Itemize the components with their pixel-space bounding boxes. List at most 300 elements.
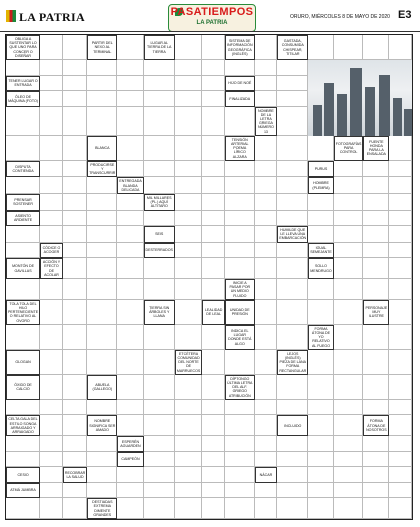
answer-cell[interactable] xyxy=(6,325,40,350)
answer-cell[interactable] xyxy=(389,226,412,243)
answer-cell[interactable] xyxy=(334,226,364,243)
answer-cell[interactable] xyxy=(334,211,364,227)
answer-cell[interactable] xyxy=(255,350,278,375)
answer-cell[interactable] xyxy=(117,350,143,375)
answer-cell[interactable] xyxy=(175,415,202,436)
answer-cell[interactable] xyxy=(308,400,334,416)
answer-cell[interactable] xyxy=(87,177,117,194)
answer-cell[interactable] xyxy=(144,211,175,227)
answer-cell[interactable] xyxy=(40,300,63,325)
answer-cell[interactable] xyxy=(87,211,117,227)
answer-cell[interactable] xyxy=(308,483,334,499)
answer-cell[interactable] xyxy=(255,483,278,499)
answer-cell[interactable] xyxy=(308,467,334,483)
answer-cell[interactable] xyxy=(225,60,255,76)
answer-cell[interactable] xyxy=(144,76,175,92)
answer-cell[interactable] xyxy=(202,194,225,211)
answer-cell[interactable] xyxy=(202,483,225,499)
answer-cell[interactable] xyxy=(144,400,175,416)
answer-cell[interactable] xyxy=(117,325,143,350)
answer-cell[interactable] xyxy=(117,211,143,227)
answer-cell[interactable] xyxy=(225,436,255,452)
answer-cell[interactable] xyxy=(202,375,225,400)
answer-cell[interactable] xyxy=(117,400,143,416)
answer-cell[interactable] xyxy=(87,400,117,416)
answer-cell[interactable] xyxy=(389,415,412,436)
answer-cell[interactable] xyxy=(144,258,175,279)
answer-cell[interactable] xyxy=(87,60,117,76)
answer-cell[interactable] xyxy=(144,498,175,519)
answer-cell[interactable] xyxy=(308,350,334,375)
answer-cell[interactable] xyxy=(225,243,255,259)
answer-cell[interactable] xyxy=(277,325,308,350)
answer-cell[interactable] xyxy=(202,161,225,178)
answer-cell[interactable] xyxy=(363,452,389,468)
answer-cell[interactable] xyxy=(87,194,117,211)
answer-cell[interactable] xyxy=(40,107,63,136)
answer-cell[interactable] xyxy=(255,161,278,178)
answer-cell[interactable] xyxy=(175,325,202,350)
answer-cell[interactable] xyxy=(389,498,412,519)
answer-cell[interactable] xyxy=(255,375,278,400)
answer-cell[interactable] xyxy=(87,258,117,279)
answer-cell[interactable] xyxy=(144,279,175,300)
answer-cell[interactable] xyxy=(225,194,255,211)
answer-cell[interactable] xyxy=(175,452,202,468)
answer-cell[interactable] xyxy=(308,35,334,60)
answer-cell[interactable] xyxy=(6,498,40,519)
answer-cell[interactable] xyxy=(40,436,63,452)
answer-cell[interactable] xyxy=(255,211,278,227)
answer-cell[interactable] xyxy=(40,136,63,161)
answer-cell[interactable] xyxy=(117,91,143,107)
answer-cell[interactable] xyxy=(6,177,40,194)
answer-cell[interactable] xyxy=(334,375,364,400)
answer-cell[interactable] xyxy=(308,194,334,211)
answer-cell[interactable] xyxy=(175,107,202,136)
answer-cell[interactable] xyxy=(363,436,389,452)
answer-cell[interactable] xyxy=(202,60,225,76)
answer-cell[interactable] xyxy=(202,415,225,436)
answer-cell[interactable] xyxy=(175,400,202,416)
answer-cell[interactable] xyxy=(202,243,225,259)
answer-cell[interactable] xyxy=(63,350,87,375)
answer-cell[interactable] xyxy=(225,452,255,468)
answer-cell[interactable] xyxy=(144,325,175,350)
answer-cell[interactable] xyxy=(255,60,278,76)
answer-cell[interactable] xyxy=(334,243,364,259)
answer-cell[interactable] xyxy=(255,325,278,350)
answer-cell[interactable] xyxy=(87,483,117,499)
answer-cell[interactable] xyxy=(40,498,63,519)
answer-cell[interactable] xyxy=(144,467,175,483)
answer-cell[interactable] xyxy=(202,436,225,452)
answer-cell[interactable] xyxy=(389,161,412,178)
answer-cell[interactable] xyxy=(87,279,117,300)
answer-cell[interactable] xyxy=(389,211,412,227)
answer-cell[interactable] xyxy=(40,279,63,300)
answer-cell[interactable] xyxy=(277,177,308,194)
answer-cell[interactable] xyxy=(175,483,202,499)
answer-cell[interactable] xyxy=(334,452,364,468)
answer-cell[interactable] xyxy=(277,375,308,400)
answer-cell[interactable] xyxy=(63,400,87,416)
answer-cell[interactable] xyxy=(6,136,40,161)
answer-cell[interactable] xyxy=(40,177,63,194)
answer-cell[interactable] xyxy=(6,279,40,300)
answer-cell[interactable] xyxy=(87,300,117,325)
answer-cell[interactable] xyxy=(144,91,175,107)
answer-cell[interactable] xyxy=(63,194,87,211)
answer-cell[interactable] xyxy=(63,226,87,243)
answer-cell[interactable] xyxy=(117,60,143,76)
answer-cell[interactable] xyxy=(175,279,202,300)
answer-cell[interactable] xyxy=(40,60,63,76)
answer-cell[interactable] xyxy=(175,211,202,227)
answer-cell[interactable] xyxy=(225,415,255,436)
answer-cell[interactable] xyxy=(255,91,278,107)
answer-cell[interactable] xyxy=(277,467,308,483)
answer-cell[interactable] xyxy=(202,258,225,279)
answer-cell[interactable] xyxy=(40,161,63,178)
answer-cell[interactable] xyxy=(63,107,87,136)
answer-cell[interactable] xyxy=(277,107,308,136)
answer-cell[interactable] xyxy=(363,226,389,243)
answer-cell[interactable] xyxy=(363,467,389,483)
answer-cell[interactable] xyxy=(144,483,175,499)
answer-cell[interactable] xyxy=(6,400,40,416)
answer-cell[interactable] xyxy=(363,400,389,416)
answer-cell[interactable] xyxy=(334,436,364,452)
answer-cell[interactable] xyxy=(175,76,202,92)
answer-cell[interactable] xyxy=(202,325,225,350)
answer-cell[interactable] xyxy=(255,258,278,279)
answer-cell[interactable] xyxy=(6,243,40,259)
answer-cell[interactable] xyxy=(175,498,202,519)
answer-cell[interactable] xyxy=(334,498,364,519)
answer-cell[interactable] xyxy=(225,498,255,519)
answer-cell[interactable] xyxy=(389,243,412,259)
answer-cell[interactable] xyxy=(117,279,143,300)
answer-cell[interactable] xyxy=(255,436,278,452)
answer-cell[interactable] xyxy=(334,161,364,178)
answer-cell[interactable] xyxy=(40,211,63,227)
answer-cell[interactable] xyxy=(255,415,278,436)
answer-cell[interactable] xyxy=(144,161,175,178)
answer-cell[interactable] xyxy=(6,60,40,76)
answer-cell[interactable] xyxy=(255,452,278,468)
answer-cell[interactable] xyxy=(63,161,87,178)
answer-cell[interactable] xyxy=(389,483,412,499)
answer-cell[interactable] xyxy=(308,498,334,519)
answer-cell[interactable] xyxy=(202,226,225,243)
answer-cell[interactable] xyxy=(87,350,117,375)
answer-cell[interactable] xyxy=(63,76,87,92)
answer-cell[interactable] xyxy=(87,226,117,243)
answer-cell[interactable] xyxy=(277,498,308,519)
answer-cell[interactable] xyxy=(63,498,87,519)
answer-cell[interactable] xyxy=(117,258,143,279)
answer-cell[interactable] xyxy=(144,107,175,136)
answer-cell[interactable] xyxy=(144,177,175,194)
answer-cell[interactable] xyxy=(63,483,87,499)
answer-cell[interactable] xyxy=(334,194,364,211)
answer-cell[interactable] xyxy=(40,350,63,375)
answer-cell[interactable] xyxy=(63,177,87,194)
answer-cell[interactable] xyxy=(363,325,389,350)
answer-cell[interactable] xyxy=(202,76,225,92)
answer-cell[interactable] xyxy=(63,325,87,350)
answer-cell[interactable] xyxy=(63,243,87,259)
answer-cell[interactable] xyxy=(40,452,63,468)
answer-cell[interactable] xyxy=(225,107,255,136)
answer-cell[interactable] xyxy=(225,483,255,499)
answer-cell[interactable] xyxy=(40,415,63,436)
answer-cell[interactable] xyxy=(363,483,389,499)
answer-cell[interactable] xyxy=(144,350,175,375)
answer-cell[interactable] xyxy=(225,177,255,194)
answer-cell[interactable] xyxy=(334,300,364,325)
answer-cell[interactable] xyxy=(117,226,143,243)
answer-cell[interactable] xyxy=(117,76,143,92)
answer-cell[interactable] xyxy=(255,177,278,194)
answer-cell[interactable] xyxy=(40,76,63,92)
answer-cell[interactable] xyxy=(255,498,278,519)
answer-cell[interactable] xyxy=(363,258,389,279)
answer-cell[interactable] xyxy=(63,211,87,227)
answer-cell[interactable] xyxy=(117,107,143,136)
answer-cell[interactable] xyxy=(363,35,389,60)
answer-cell[interactable] xyxy=(334,483,364,499)
answer-cell[interactable] xyxy=(225,400,255,416)
answer-cell[interactable] xyxy=(225,211,255,227)
answer-cell[interactable] xyxy=(277,243,308,259)
answer-cell[interactable] xyxy=(40,483,63,499)
answer-cell[interactable] xyxy=(40,226,63,243)
answer-cell[interactable] xyxy=(389,300,412,325)
answer-cell[interactable] xyxy=(277,300,308,325)
answer-cell[interactable] xyxy=(202,452,225,468)
answer-cell[interactable] xyxy=(175,300,202,325)
answer-cell[interactable] xyxy=(277,279,308,300)
answer-cell[interactable] xyxy=(334,350,364,375)
answer-cell[interactable] xyxy=(63,35,87,60)
answer-cell[interactable] xyxy=(6,436,40,452)
answer-cell[interactable] xyxy=(389,177,412,194)
answer-cell[interactable] xyxy=(277,483,308,499)
answer-cell[interactable] xyxy=(117,35,143,60)
answer-cell[interactable] xyxy=(308,415,334,436)
answer-cell[interactable] xyxy=(308,226,334,243)
answer-cell[interactable] xyxy=(334,415,364,436)
answer-cell[interactable] xyxy=(334,279,364,300)
answer-cell[interactable] xyxy=(202,211,225,227)
answer-cell[interactable] xyxy=(63,279,87,300)
answer-cell[interactable] xyxy=(144,60,175,76)
answer-cell[interactable] xyxy=(202,400,225,416)
answer-cell[interactable] xyxy=(308,300,334,325)
answer-cell[interactable] xyxy=(202,498,225,519)
answer-cell[interactable] xyxy=(363,498,389,519)
answer-cell[interactable] xyxy=(202,177,225,194)
answer-cell[interactable] xyxy=(63,91,87,107)
answer-cell[interactable] xyxy=(308,375,334,400)
answer-cell[interactable] xyxy=(117,375,143,400)
answer-cell[interactable] xyxy=(389,136,412,161)
answer-cell[interactable] xyxy=(144,375,175,400)
answer-cell[interactable] xyxy=(277,258,308,279)
answer-cell[interactable] xyxy=(255,35,278,60)
answer-cell[interactable] xyxy=(117,194,143,211)
answer-cell[interactable] xyxy=(63,136,87,161)
answer-cell[interactable] xyxy=(40,375,63,400)
answer-cell[interactable] xyxy=(6,452,40,468)
answer-cell[interactable] xyxy=(87,243,117,259)
answer-cell[interactable] xyxy=(255,226,278,243)
answer-cell[interactable] xyxy=(363,375,389,400)
answer-cell[interactable] xyxy=(255,136,278,161)
answer-cell[interactable] xyxy=(175,226,202,243)
answer-cell[interactable] xyxy=(363,211,389,227)
answer-cell[interactable] xyxy=(144,436,175,452)
answer-cell[interactable] xyxy=(389,400,412,416)
answer-cell[interactable] xyxy=(277,211,308,227)
answer-cell[interactable] xyxy=(175,436,202,452)
answer-cell[interactable] xyxy=(87,107,117,136)
answer-cell[interactable] xyxy=(40,325,63,350)
answer-cell[interactable] xyxy=(87,436,117,452)
answer-cell[interactable] xyxy=(255,243,278,259)
answer-cell[interactable] xyxy=(255,400,278,416)
answer-cell[interactable] xyxy=(389,35,412,60)
answer-cell[interactable] xyxy=(6,226,40,243)
answer-cell[interactable] xyxy=(389,279,412,300)
answer-cell[interactable] xyxy=(255,279,278,300)
answer-cell[interactable] xyxy=(63,436,87,452)
answer-cell[interactable] xyxy=(308,436,334,452)
answer-cell[interactable] xyxy=(255,300,278,325)
answer-cell[interactable] xyxy=(117,243,143,259)
answer-cell[interactable] xyxy=(363,350,389,375)
answer-cell[interactable] xyxy=(175,161,202,178)
answer-cell[interactable] xyxy=(40,91,63,107)
answer-cell[interactable] xyxy=(277,136,308,161)
answer-cell[interactable] xyxy=(334,400,364,416)
answer-cell[interactable] xyxy=(175,375,202,400)
answer-cell[interactable] xyxy=(225,226,255,243)
answer-cell[interactable] xyxy=(389,258,412,279)
answer-cell[interactable] xyxy=(87,76,117,92)
answer-cell[interactable] xyxy=(63,300,87,325)
answer-cell[interactable] xyxy=(202,350,225,375)
answer-cell[interactable] xyxy=(225,258,255,279)
answer-cell[interactable] xyxy=(63,375,87,400)
answer-cell[interactable] xyxy=(334,177,364,194)
answer-cell[interactable] xyxy=(175,91,202,107)
answer-cell[interactable] xyxy=(63,258,87,279)
answer-cell[interactable] xyxy=(225,467,255,483)
answer-cell[interactable] xyxy=(63,60,87,76)
answer-cell[interactable] xyxy=(144,452,175,468)
answer-cell[interactable] xyxy=(334,258,364,279)
answer-cell[interactable] xyxy=(363,243,389,259)
answer-cell[interactable] xyxy=(117,300,143,325)
answer-cell[interactable] xyxy=(87,325,117,350)
answer-cell[interactable] xyxy=(144,136,175,161)
answer-cell[interactable] xyxy=(225,350,255,375)
answer-cell[interactable] xyxy=(277,194,308,211)
answer-cell[interactable] xyxy=(202,91,225,107)
answer-cell[interactable] xyxy=(255,194,278,211)
answer-cell[interactable] xyxy=(175,243,202,259)
answer-cell[interactable] xyxy=(334,325,364,350)
answer-cell[interactable] xyxy=(389,375,412,400)
answer-cell[interactable] xyxy=(308,452,334,468)
answer-cell[interactable] xyxy=(117,415,143,436)
answer-cell[interactable] xyxy=(87,467,117,483)
answer-cell[interactable] xyxy=(117,467,143,483)
answer-cell[interactable] xyxy=(225,161,255,178)
answer-cell[interactable] xyxy=(277,400,308,416)
answer-cell[interactable] xyxy=(277,161,308,178)
answer-cell[interactable] xyxy=(277,436,308,452)
answer-cell[interactable] xyxy=(40,400,63,416)
answer-cell[interactable] xyxy=(175,258,202,279)
answer-cell[interactable] xyxy=(308,136,334,161)
answer-cell[interactable] xyxy=(40,35,63,60)
answer-cell[interactable] xyxy=(389,194,412,211)
answer-cell[interactable] xyxy=(175,194,202,211)
answer-cell[interactable] xyxy=(202,467,225,483)
answer-cell[interactable] xyxy=(175,136,202,161)
answer-cell[interactable] xyxy=(308,211,334,227)
answer-cell[interactable] xyxy=(6,107,40,136)
answer-cell[interactable] xyxy=(363,161,389,178)
answer-cell[interactable] xyxy=(277,76,308,92)
answer-cell[interactable] xyxy=(389,452,412,468)
answer-cell[interactable] xyxy=(389,350,412,375)
answer-cell[interactable] xyxy=(175,35,202,60)
answer-cell[interactable] xyxy=(117,136,143,161)
answer-cell[interactable] xyxy=(363,177,389,194)
answer-cell[interactable] xyxy=(63,415,87,436)
answer-cell[interactable] xyxy=(40,194,63,211)
answer-cell[interactable] xyxy=(308,279,334,300)
answer-cell[interactable] xyxy=(117,161,143,178)
answer-cell[interactable] xyxy=(202,107,225,136)
answer-cell[interactable] xyxy=(117,483,143,499)
answer-cell[interactable] xyxy=(175,60,202,76)
answer-cell[interactable] xyxy=(87,452,117,468)
answer-cell[interactable] xyxy=(175,467,202,483)
answer-cell[interactable] xyxy=(63,452,87,468)
answer-cell[interactable] xyxy=(389,436,412,452)
answer-cell[interactable] xyxy=(389,467,412,483)
answer-cell[interactable] xyxy=(277,452,308,468)
answer-cell[interactable] xyxy=(363,279,389,300)
answer-cell[interactable] xyxy=(363,194,389,211)
answer-cell[interactable] xyxy=(144,415,175,436)
answer-cell[interactable] xyxy=(255,76,278,92)
answer-cell[interactable] xyxy=(277,60,308,76)
answer-cell[interactable] xyxy=(334,467,364,483)
answer-cell[interactable] xyxy=(277,91,308,107)
answer-cell[interactable] xyxy=(175,177,202,194)
answer-cell[interactable] xyxy=(87,91,117,107)
answer-cell[interactable] xyxy=(40,467,63,483)
answer-cell[interactable] xyxy=(202,35,225,60)
answer-cell[interactable] xyxy=(334,35,364,60)
